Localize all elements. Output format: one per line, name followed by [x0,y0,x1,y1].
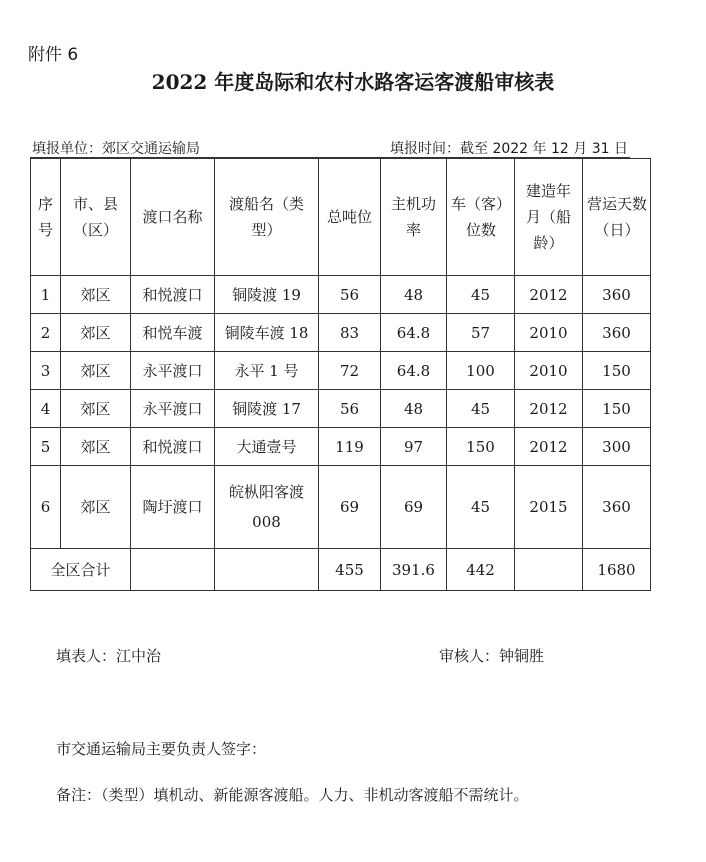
cell-year-built: 2015 [515,466,583,549]
total-ferry-point [131,549,215,591]
total-year-built [515,549,583,591]
cell-days: 300 [583,428,651,466]
attachment-label: 附件 6 [28,45,79,65]
total-ship-name [215,549,319,591]
cell-region: 郊区 [61,428,131,466]
header-ship-name: 渡船名（类型） [215,159,319,276]
cell-no: 5 [31,428,61,466]
cell-ferry-point: 永平渡口 [131,352,215,390]
cell-region: 郊区 [61,314,131,352]
table-row [31,352,651,390]
cell-power: 69 [381,466,447,549]
header-power: 主机功率 [381,159,447,276]
total-seats: 442 [447,549,515,591]
cell-days: 360 [583,276,651,314]
cell-tonnage: 69 [319,466,381,549]
cell-ferry-point: 和悦渡口 [131,276,215,314]
cell-seats: 45 [447,276,515,314]
total-days: 1680 [583,549,651,591]
cell-ship-name: 铜陵车渡 18 [215,314,319,352]
cell-year-built: 2012 [515,428,583,466]
cell-seats: 150 [447,428,515,466]
cell-no: 2 [31,314,61,352]
table-total-row [31,549,651,591]
header-ferry-point: 渡口名称 [131,159,215,276]
cell-tonnage: 56 [319,390,381,428]
cell-region: 郊区 [61,466,131,549]
cell-ferry-point: 和悦车渡 [131,314,215,352]
cell-region: 郊区 [61,352,131,390]
cell-days: 360 [583,466,651,549]
cell-days: 150 [583,352,651,390]
ferry-audit-table [30,158,651,591]
cell-ferry-point: 永平渡口 [131,390,215,428]
cell-no: 6 [31,466,61,549]
table-row [31,314,651,352]
fill-unit: 填报单位：郊区交通运输局 [32,141,200,157]
page-title: 2022 年度岛际和农村水路客运客渡船审核表 [151,70,555,94]
cell-tonnage: 83 [319,314,381,352]
total-power: 391.6 [381,549,447,591]
table-row [31,466,651,549]
cell-ship-name: 皖枞阳客渡 008 [215,466,319,549]
cell-ferry-point: 和悦渡口 [131,428,215,466]
cell-seats: 45 [447,390,515,428]
cell-no: 4 [31,390,61,428]
filler-signature: 填表人：江中治 [56,647,162,665]
cell-ferry-point: 陶圩渡口 [131,466,215,549]
cell-tonnage: 56 [319,276,381,314]
header-days: 营运天数（日） [583,159,651,276]
header-seats: 车（客）位数 [447,159,515,276]
cell-year-built: 2012 [515,276,583,314]
cell-year-built: 2010 [515,314,583,352]
cell-days: 150 [583,390,651,428]
table-row [31,390,651,428]
fill-time: 填报时间：截至 2022 年 12 月 31 日 [390,141,628,157]
cell-year-built: 2012 [515,390,583,428]
cell-ship-name: 铜陵渡 19 [215,276,319,314]
cell-power: 64.8 [381,314,447,352]
total-tonnage: 455 [319,549,381,591]
cell-power: 97 [381,428,447,466]
auditor-signature: 审核人：钟铜胜 [439,647,545,665]
table-header-row [31,159,651,276]
principal-signature-line: 市交通运输局主要负责人签字： [56,740,267,758]
cell-ship-name: 大通壹号 [215,428,319,466]
cell-no: 3 [31,352,61,390]
table-row [31,276,651,314]
cell-tonnage: 119 [319,428,381,466]
cell-year-built: 2010 [515,352,583,390]
table-row [31,428,651,466]
cell-region: 郊区 [61,390,131,428]
header-tonnage: 总吨位 [319,159,381,276]
cell-seats: 45 [447,466,515,549]
cell-power: 48 [381,390,447,428]
cell-tonnage: 72 [319,352,381,390]
cell-power: 48 [381,276,447,314]
cell-ship-name: 铜陵渡 17 [215,390,319,428]
cell-seats: 57 [447,314,515,352]
header-no: 序号 [31,159,61,276]
cell-region: 郊区 [61,276,131,314]
header-year-built: 建造年月（船龄） [515,159,583,276]
cell-no: 1 [31,276,61,314]
cell-days: 360 [583,314,651,352]
total-label: 全区合计 [31,549,131,591]
header-region: 市、县（区） [61,159,131,276]
cell-power: 64.8 [381,352,447,390]
remarks-note: 备注：（类型）填机动、新能源客渡船。人力、非机动客渡船不需统计。 [56,786,529,804]
cell-ship-name: 永平 1 号 [215,352,319,390]
cell-seats: 100 [447,352,515,390]
